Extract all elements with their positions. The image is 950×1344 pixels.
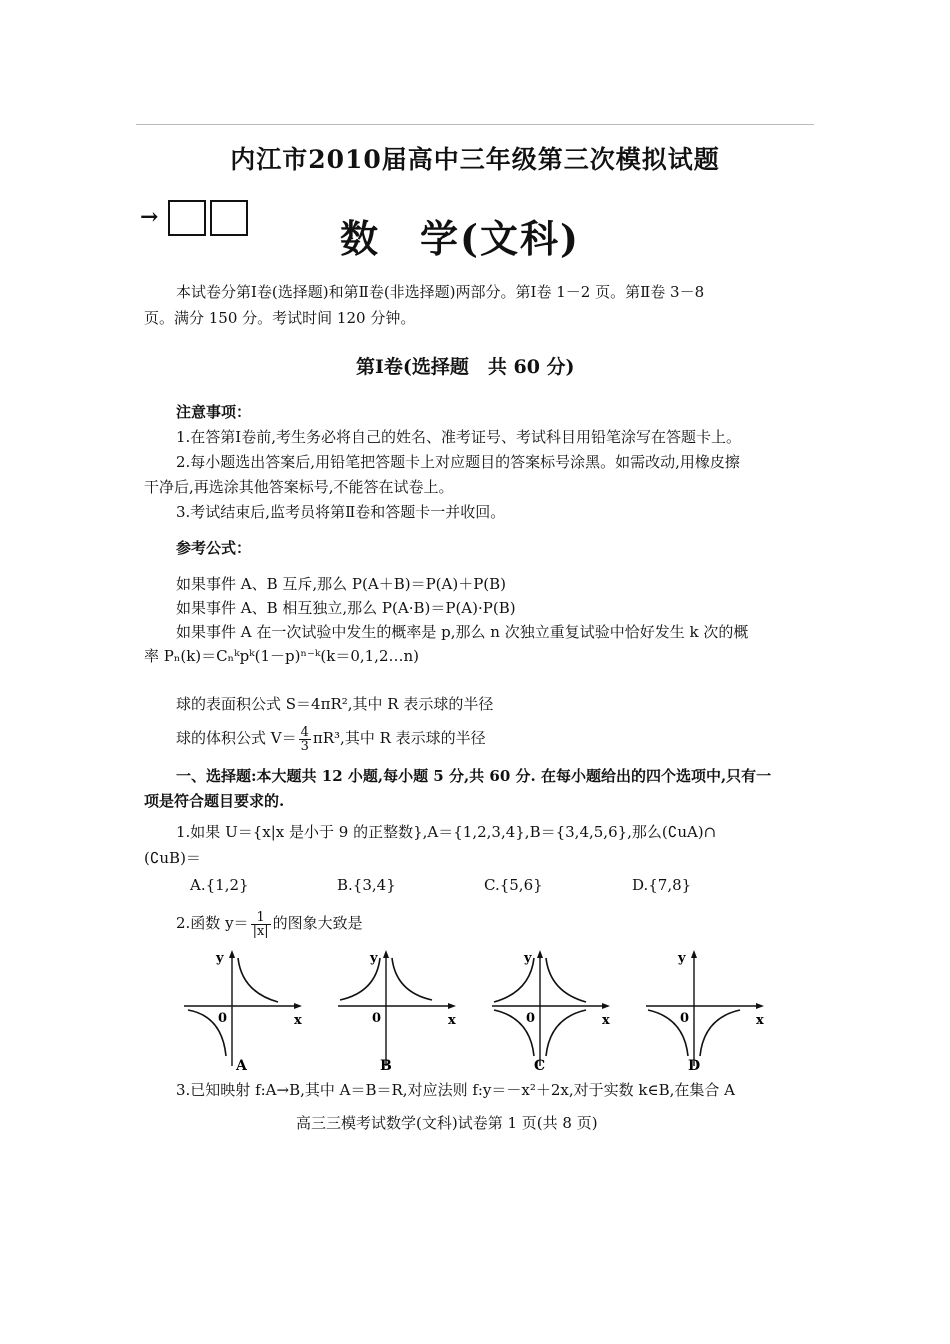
part-heading: 一、选择题:本大题共 12 小题,每小题 5 分,共 60 分. 在每小题给出的四个选项中,只有一	[176, 767, 772, 785]
formula-line: 率 Pₙ(k)＝Cₙᵏpᵏ(1－p)ⁿ⁻ᵏ(k＝0,1,2…n)	[144, 647, 420, 665]
section-title: 第Ⅰ卷(选择题 共 60 分)	[356, 356, 575, 378]
notice-item: 干净后,再选涂其他答案标号,不能答在试卷上。	[144, 478, 454, 496]
subject-title: 数 学(文科)	[340, 216, 580, 261]
part-heading: 项是符合题目要求的.	[144, 792, 285, 810]
graph-label-b: B	[380, 1058, 392, 1074]
intro-line: 本试卷分第Ⅰ卷(选择题)和第Ⅱ卷(非选择题)两部分。第Ⅰ卷 1－2 页。第Ⅱ卷 3－8	[176, 283, 705, 301]
fraction: $\frac{4}{3}$	[300, 724, 309, 754]
graph-label-c: C	[534, 1058, 546, 1074]
graph-b	[334, 944, 474, 1074]
origin-label: 0	[372, 1011, 382, 1026]
axis-x-label: x	[756, 1013, 764, 1028]
formula-line: 如果事件 A、B 相互独立,那么 P(A·B)＝P(A)·P(B)	[176, 599, 516, 617]
formulas-heading: 参考公式：	[176, 539, 252, 557]
intro-line: 页。满分 150 分。考试时间 120 分钟。	[144, 309, 416, 327]
notice-item: 3.考试结束后,监考员将第Ⅱ卷和答题卡一并收回。	[176, 503, 506, 521]
formula-line: 如果事件 A、B 互斥,那么 P(A＋B)＝P(A)＋P(B)	[176, 575, 507, 593]
page-footer: 高三三模考试数学(文科)试卷第 1 页(共 8 页)	[296, 1114, 598, 1132]
origin-label: 0	[680, 1011, 690, 1026]
question-2: 2.函数 y＝ $\frac{1}{|x|}$ 的图象大致是	[176, 909, 363, 939]
score-box	[210, 200, 248, 236]
graph-label-d: D	[688, 1058, 701, 1074]
origin-label: 0	[526, 1011, 536, 1026]
notice-heading: 注意事项：	[176, 403, 252, 421]
axis-y-label: y	[678, 951, 686, 966]
question-1: (∁uB)＝	[144, 849, 201, 867]
notice-item: 1.在答第Ⅰ卷前,考生务必将自己的姓名、准考证号、考试科目用铅笔涂写在答题卡上。	[176, 428, 742, 446]
axis-y-label: y	[524, 951, 532, 966]
graph-c	[488, 944, 628, 1074]
question-3: 3.已知映射 f:A→B,其中 A＝B＝R,对应法则 f:y＝－x²＋2x,对于实数 k∈B,在集合 A	[176, 1081, 736, 1099]
axis-y-label: y	[216, 951, 224, 966]
fraction: $\frac{1}{|x|}$	[252, 909, 269, 939]
sphere-volume-formula: 球的体积公式 V＝ $\frac{4}{3}$ πR³,其中 R 表示球的半径	[176, 724, 486, 754]
option-a: A.{1,2}	[190, 876, 249, 894]
axis-x-label: x	[448, 1013, 456, 1028]
question-1: 1.如果 U＝{x|x 是小于 9 的正整数},A＝{1,2,3,4},B＝{3,4,5,6},那么(∁uA)∩	[176, 823, 717, 841]
arrow-icon: →	[140, 204, 159, 230]
sphere-area-formula: 球的表面积公式 S＝4πR²,其中 R 表示球的半径	[176, 695, 494, 713]
notice-item: 2.每小题选出答案后,用铅笔把答题卡上对应题目的答案标号涂黑。如需改动,用橡皮擦	[176, 453, 740, 471]
option-d: D.{7,8}	[632, 876, 692, 894]
graph-d	[642, 944, 782, 1074]
graph-label-a: A	[236, 1058, 247, 1074]
graph-a	[180, 944, 320, 1074]
option-b: B.{3,4}	[337, 876, 396, 894]
option-c: C.{5,6}	[484, 876, 543, 894]
axis-y-label: y	[370, 951, 378, 966]
score-box	[168, 200, 206, 236]
axis-x-label: x	[602, 1013, 610, 1028]
exam-title: 内江市2010届高中三年级第三次模拟试题	[230, 145, 720, 174]
top-rule	[136, 124, 814, 125]
origin-label: 0	[218, 1011, 228, 1026]
formula-line: 如果事件 A 在一次试验中发生的概率是 p,那么 n 次独立重复试验中恰好发生 k 次的概	[176, 623, 749, 641]
q2-graphs	[170, 944, 790, 1074]
axis-x-label: x	[294, 1013, 302, 1028]
